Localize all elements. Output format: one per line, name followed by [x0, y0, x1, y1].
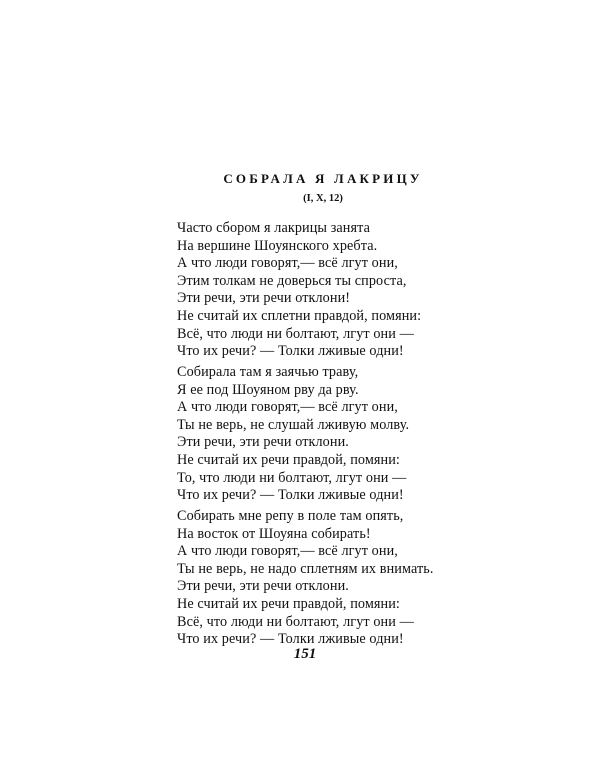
- poem-reference: (I, X, 12): [303, 193, 343, 204]
- verse-line: Собирать мне репу в поле там опять,: [177, 508, 404, 524]
- verse-line: Всё, что люди ни болтают, лгут они —: [177, 325, 414, 342]
- verse-line: Собирала там я заячью траву,: [177, 364, 359, 380]
- verse-line: Эти речи, эти речи отклони.: [177, 434, 349, 451]
- verse-line: Не считай их речи правдой, помяни:: [177, 451, 400, 468]
- verse-line: Не считай их сплетни правдой, помяни:: [177, 307, 422, 324]
- verse-line: Всё, что люди ни болтают, лгут они —: [177, 613, 414, 630]
- stanza-2: [177, 364, 409, 505]
- stanza-1: [177, 220, 421, 361]
- verse-line: Эти речи, эти речи отклони.: [177, 578, 349, 595]
- stanza-3: [177, 508, 434, 649]
- verse-line: То, что люди ни болтают, лгут они —: [177, 469, 407, 486]
- verse-line: Что их речи? — Толки лживые одни!: [177, 487, 404, 504]
- verse-line: А что люди говорят,— всё лгут они,: [177, 255, 398, 272]
- verse-line: На вершине Шоуянского хребта.: [177, 237, 378, 254]
- page-number: 151: [293, 646, 317, 662]
- verse-line: Что их речи? — Толки лживые одни!: [177, 343, 404, 360]
- verse-line: А что люди говорят,— всё лгут они,: [177, 399, 398, 416]
- verse-line: Я ее под Шоуяном рву да рву.: [177, 381, 359, 398]
- verse-line: Не считай их речи правдой, помяни:: [177, 595, 400, 612]
- verse-line: Эти речи, эти речи отклони!: [177, 290, 351, 307]
- verse-line: Что их речи? — Толки лживые одни!: [177, 631, 404, 648]
- verse-line: Часто сбором я лакрицы занята: [177, 220, 370, 236]
- verse-line: На восток от Шоуяна собирать!: [177, 525, 371, 542]
- verse-line: Ты не верь, не слушай лживую молву.: [177, 416, 410, 433]
- poem-title: СОБРАЛА Я ЛАКРИЦУ: [223, 171, 423, 186]
- verse-line: Этим толкам не доверься ты спроста,: [177, 272, 407, 289]
- verse-line: Ты не верь, не надо сплетням их внимать.: [177, 560, 434, 577]
- verse-line: А что люди говорят,— всё лгут они,: [177, 543, 398, 560]
